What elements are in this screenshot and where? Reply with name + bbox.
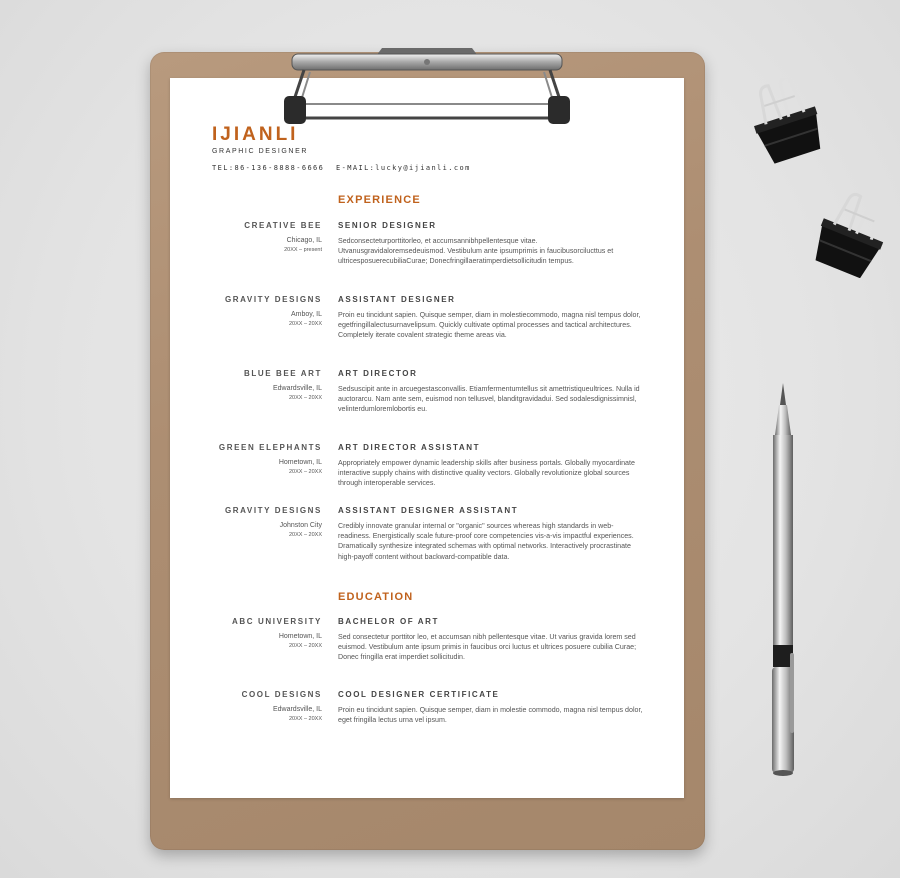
job-title: ART DIRECTOR ASSISTANT (338, 443, 481, 452)
location: Edwardsville, IL (272, 706, 322, 713)
experience-entry-body (338, 294, 643, 341)
job-title: SENIOR DESIGNER (338, 221, 437, 230)
job-description: Appropriately empower dynamic leadership skills after business portals. Globally myocardinate interactive supply chains with distinctive quality vectors. Globally revolutionize global sources through interoperable services. (338, 459, 635, 488)
location: Hometown, IL (278, 633, 322, 640)
company-name: GRAVITY DESIGNS (224, 295, 322, 304)
degree-description: Proin eu tincidunt sapien. Quisque semper, diam in molestie commodo, magna nisl tempus dolor, eget fringilla lectus urna vel ipsum. (338, 706, 643, 725)
company-name: CREATIVE BEE (244, 221, 322, 230)
school-name: COOL DESIGNS (241, 690, 322, 699)
binder-clip-icon (744, 78, 828, 164)
date-range: 20XX – present (284, 247, 322, 253)
education-entry-meta (182, 616, 322, 650)
location: Edwardsville, IL (272, 385, 322, 392)
contact-phone: TEL:86-136-8888-6666 (212, 164, 325, 172)
job-description: Sedsuscipit ante in arcuegestasconvallis. Etiamfermentumtellus sit amettristiqueultrices. Nulla id auctorarcu. Nam ante sem, euismod non tellusvel, blanditgravidadui. Sed sodalesdignissimnisl, velinterdumloremlobortis eu. (338, 385, 640, 414)
experience-entry-meta (182, 505, 322, 539)
binder-clip-icon (808, 190, 896, 278)
experience-entry-meta (182, 220, 322, 254)
location: Chicago, IL (286, 237, 322, 244)
company-name: GREEN ELEPHANTS (218, 443, 322, 452)
experience-entry-meta (182, 294, 322, 328)
degree-title: BACHELOR OF ART (338, 617, 440, 626)
company-name: GRAVITY DESIGNS (224, 506, 322, 515)
experience-entry-body (338, 368, 643, 415)
resume-name: IJIANLI (212, 124, 299, 145)
date-range: 20XX – 20XX (288, 643, 322, 649)
resume-role: GRAPHIC DESIGNER (212, 148, 308, 155)
job-description: Credibly innovate granular internal or "organic" sources whereas high standards in web-readiness. Energistically scale future-proof core competencies vis-a-vis impactful experiences. Dramatically synthesize integrated schemas with optimal networks. Interactively procrastinate high-payoff content without backward-compatible data. (338, 522, 634, 561)
job-title: ASSISTANT DESIGNER ASSISTANT (338, 506, 519, 515)
experience-entry-body (338, 220, 643, 267)
pen-icon (768, 383, 798, 779)
location: Amboy, IL (291, 311, 322, 318)
education-heading: EDUCATION (338, 591, 414, 603)
school-name: ABC UNIVERSITY (232, 617, 322, 626)
date-range: 20XX – 20XX (288, 321, 322, 327)
location: Hometown, IL (278, 459, 322, 466)
education-entry-body (338, 689, 643, 725)
experience-entry-body (338, 505, 643, 562)
degree-title: COOL DESIGNER CERTIFICATE (338, 690, 500, 699)
resume-page (170, 78, 684, 798)
clipboard-clip-icon (272, 46, 582, 126)
experience-entry-meta (182, 368, 322, 402)
experience-entry-body (338, 442, 643, 489)
job-title: ART DIRECTOR (338, 369, 418, 378)
date-range: 20XX – 20XX (288, 716, 322, 722)
education-entry-body (338, 616, 643, 663)
date-range: 20XX – 20XX (288, 395, 322, 401)
degree-description: Sed consectetur porttitor leo, et accumsan nibh pellentesque vitae. Ut varius gravida lorem sed euismod. Vestibulum ante ipsum primis in faucibus orci luctus et ultrices posuere cubilia Curae; Donec fringilla erat imperdiet sollicitudin. (338, 633, 637, 662)
experience-heading: EXPERIENCE (338, 194, 421, 206)
experience-entry-meta (182, 442, 322, 476)
contact-email: E-MAIL:lucky@ijianli.com (336, 164, 471, 172)
location: Johnston City (279, 522, 322, 529)
job-description: Sedconsecteturporttitorleo, et accumsannibhpellentesque vitae. Utvanusgravidaloremsedeuismod. Vestibulum ante ipsumprimis in faucibusorcilucttus et ultricesposuerecubiliaCurae; Donecfringillaeratimperdietsollicitudin tempus. (338, 237, 614, 266)
job-title: ASSISTANT DESIGNER (338, 295, 456, 304)
date-range: 20XX – 20XX (288, 469, 322, 475)
company-name: BLUE BEE ART (243, 369, 322, 378)
date-range: 20XX – 20XX (288, 532, 322, 538)
education-entry-meta (182, 689, 322, 723)
job-description: Proin eu tincidunt sapien. Quisque semper, diam in molestiecommodo, magna nisl tempus dolor, egetfringillalectusurnavelipsum. Quickly cultivate optimal processes and tactical architectures. Completely iterate covalent strategic theme areas via. (338, 311, 641, 340)
